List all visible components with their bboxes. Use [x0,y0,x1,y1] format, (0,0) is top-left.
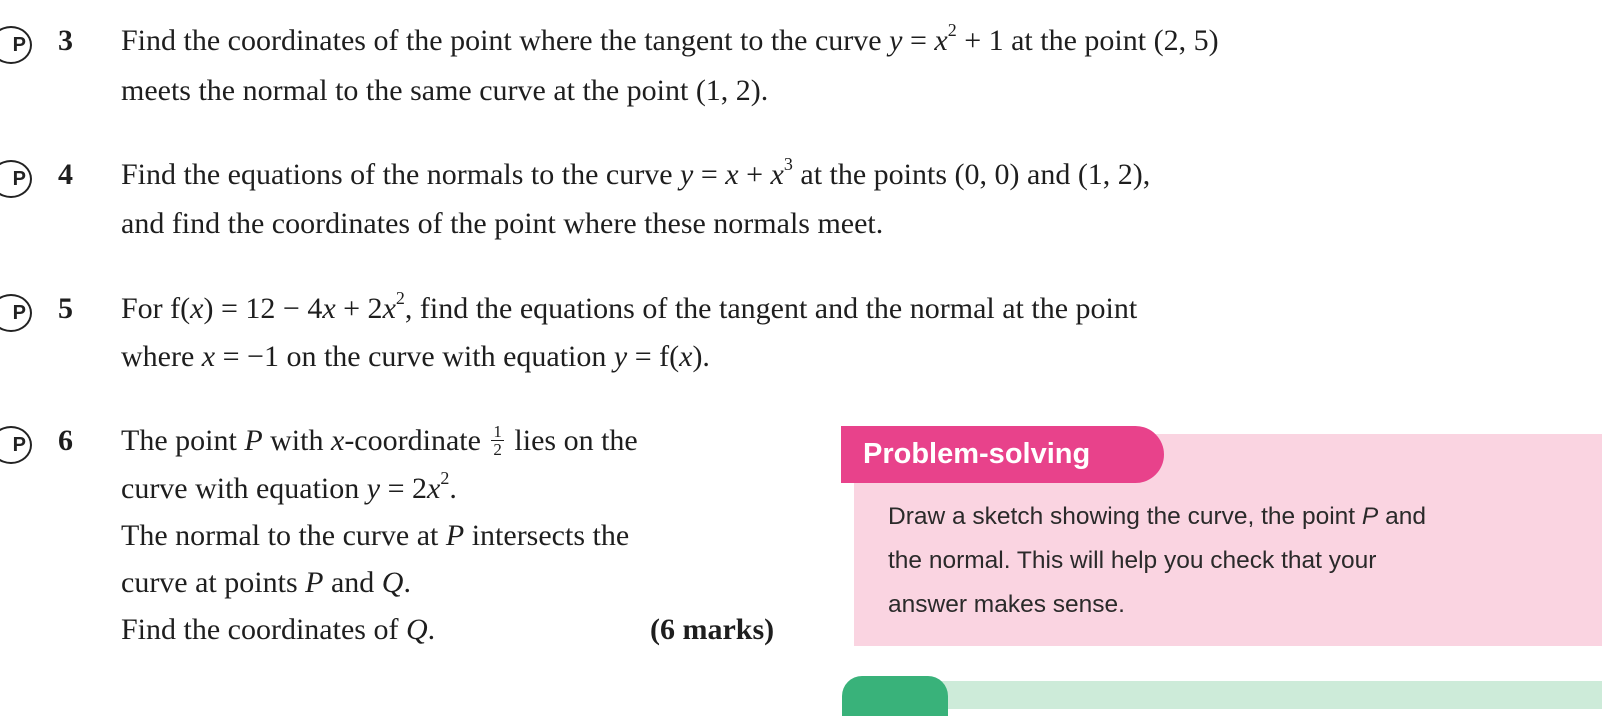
marks-label: (6 marks) [650,613,775,646]
problem-solving-line: Draw a sketch showing the curve, the point P and [888,503,1426,530]
problem-solving-line: the normal. This will help you check that your [888,547,1377,574]
question-text-line: meets the normal to the same curve at the point (1, 2). [121,74,769,107]
problem-solving-title: Problem-solving [841,426,1164,483]
question-number: 5 [58,292,73,325]
question-text-line: For $f(x) = 12 - 4x + 2x^2$, find the equations of the tangent and the normal at the point [121,288,1138,325]
problem-solving-text [888,495,1588,627]
question-number: 6 [58,424,73,457]
question-text-line: curve at points P and Q. [121,566,411,599]
question-text-line: The point P with x-coordinate $\frac{1}{2}$ lies on the [121,421,638,459]
fraction-one-half: $\frac{1}{2}$ [493,421,502,459]
problem-solving-badge: P [0,26,32,64]
question-text-line: Find the coordinates of the point where the tangent to the curve $y = x^2 + 1$ at the point (2, 5) [121,20,1219,57]
problem-solving-badge: P [0,160,32,198]
question-text-line: Find the equations of the normals to the curve $y = x + x^3$ at the points (0, 0) and (1, 2), [121,154,1151,191]
question-number: 4 [58,158,73,191]
question-text-line: The normal to the curve at P intersects the [121,519,630,552]
hint-panel [930,681,1602,709]
problem-solving-badge: P [0,426,32,464]
problem-solving-line: answer makes sense. [888,591,1125,618]
question-text-line: curve with equation $y = 2x^2$. [121,468,457,505]
question-text-line: Find the coordinates of Q. [121,613,436,646]
question-text-line: where x = −1 on the curve with equation y = f(x). [121,340,710,373]
question-text-line: and find the coordinates of the point where these normals meet. [121,207,884,240]
hint-tab [842,676,948,716]
problem-solving-badge: P [0,294,32,332]
question-number: 3 [58,24,73,57]
